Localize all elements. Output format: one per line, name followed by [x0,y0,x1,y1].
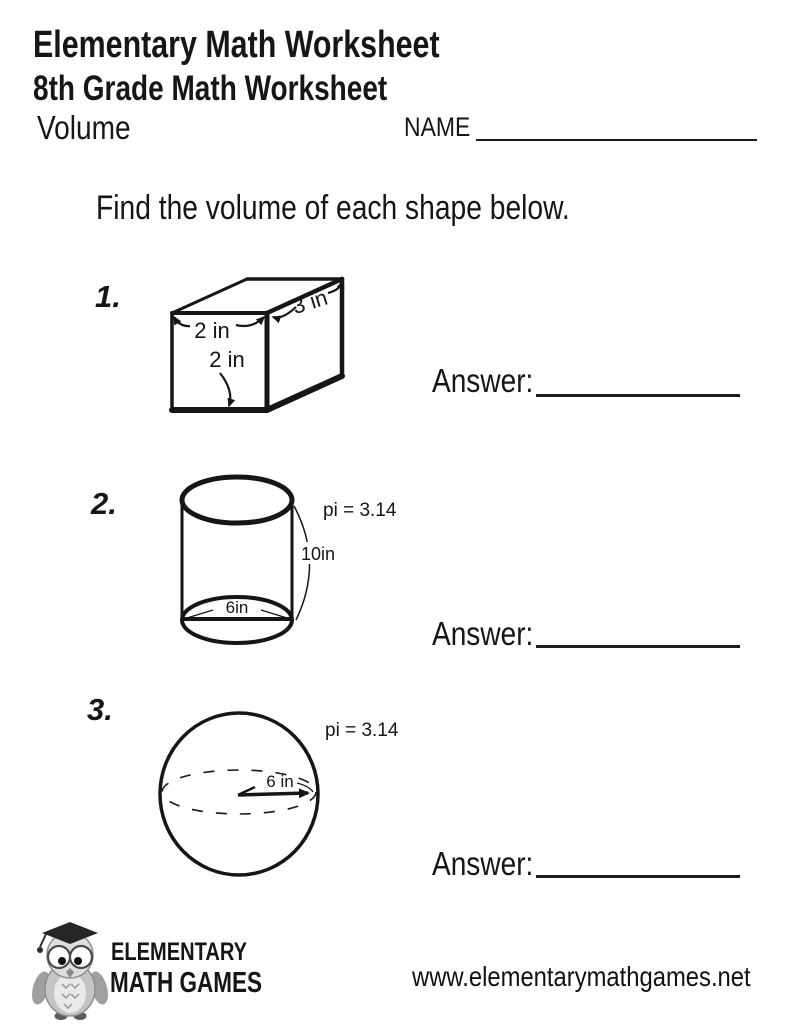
cylinder-height-label: 10in [301,544,336,564]
website-url-text: www.elementarymathgames.net [412,961,751,992]
cylinder-top-ellipse [182,477,292,523]
name-label [404,112,482,143]
radius-shaft [238,793,308,795]
cylinder-pi-label: pi = 3.14 [323,500,397,521]
sphere-figure [150,703,420,888]
prism-depth-label: 3 in [289,284,331,319]
owl-eye-left [48,946,70,968]
answer-3-text: Answer: [432,845,534,882]
prism-figure [140,255,380,425]
problem-3-number: 3. [87,692,113,727]
owl-pupil-right [74,957,82,965]
logo-line2: MATH GAMES [110,967,262,999]
topic-label [37,109,147,147]
radius-label-hook [297,783,313,792]
page-subtitle [33,71,476,108]
prism-edge-top-left [172,279,247,313]
answer-2-text: Answer: [432,615,534,652]
prism-height-label: 2 in [209,347,245,372]
owl-eye-right [70,946,92,968]
page-title-text: Elementary Math Worksheet [33,24,440,66]
sphere-pi-label: pi = 3.14 [325,720,399,741]
cylinder-outline [182,477,310,643]
diameter-pointer-right [261,610,287,618]
answer-1-label [432,362,551,400]
logo-wordmark [108,930,288,1002]
owl-logo-icon [25,916,115,1021]
name-blank-line [476,139,757,141]
page-title [33,26,541,66]
logo-line1: ELEMENTARY [111,938,248,966]
prism-edge-bottom-right [267,376,342,410]
answer-1-blank-line [536,394,740,397]
prism-width-label: 2 in [194,318,230,343]
cylinder-figure [155,470,425,655]
width-leader-right [236,317,264,326]
answer-3-label [432,845,551,883]
instruction [96,189,667,228]
page-subtitle-text: 8th Grade Math Worksheet [33,69,388,108]
graduation-cap-icon [42,922,98,944]
problem-2-number: 2. [91,486,117,521]
answer-2-blank-line [536,645,740,648]
answer-1-text: Answer: [432,362,534,399]
topic-label-text: Volume [37,109,131,146]
width-leader-left [174,317,190,326]
problem-1-number: 1. [95,279,121,314]
sphere-radius-label: 6 in [266,772,294,791]
answer-3-blank-line [536,875,740,878]
name-label-text: NAME [404,112,471,142]
answer-2-label [432,615,551,653]
website-url [412,961,800,993]
instruction-text: Find the volume of each shape below. [96,189,570,227]
diameter-pointer-left [187,610,213,618]
cylinder-diameter-label: 6in [225,598,249,617]
owl-pupil-left [58,957,66,965]
cap-tassel [40,934,46,947]
cap-tassel-knob [37,947,43,953]
height-leader-down [220,373,230,406]
